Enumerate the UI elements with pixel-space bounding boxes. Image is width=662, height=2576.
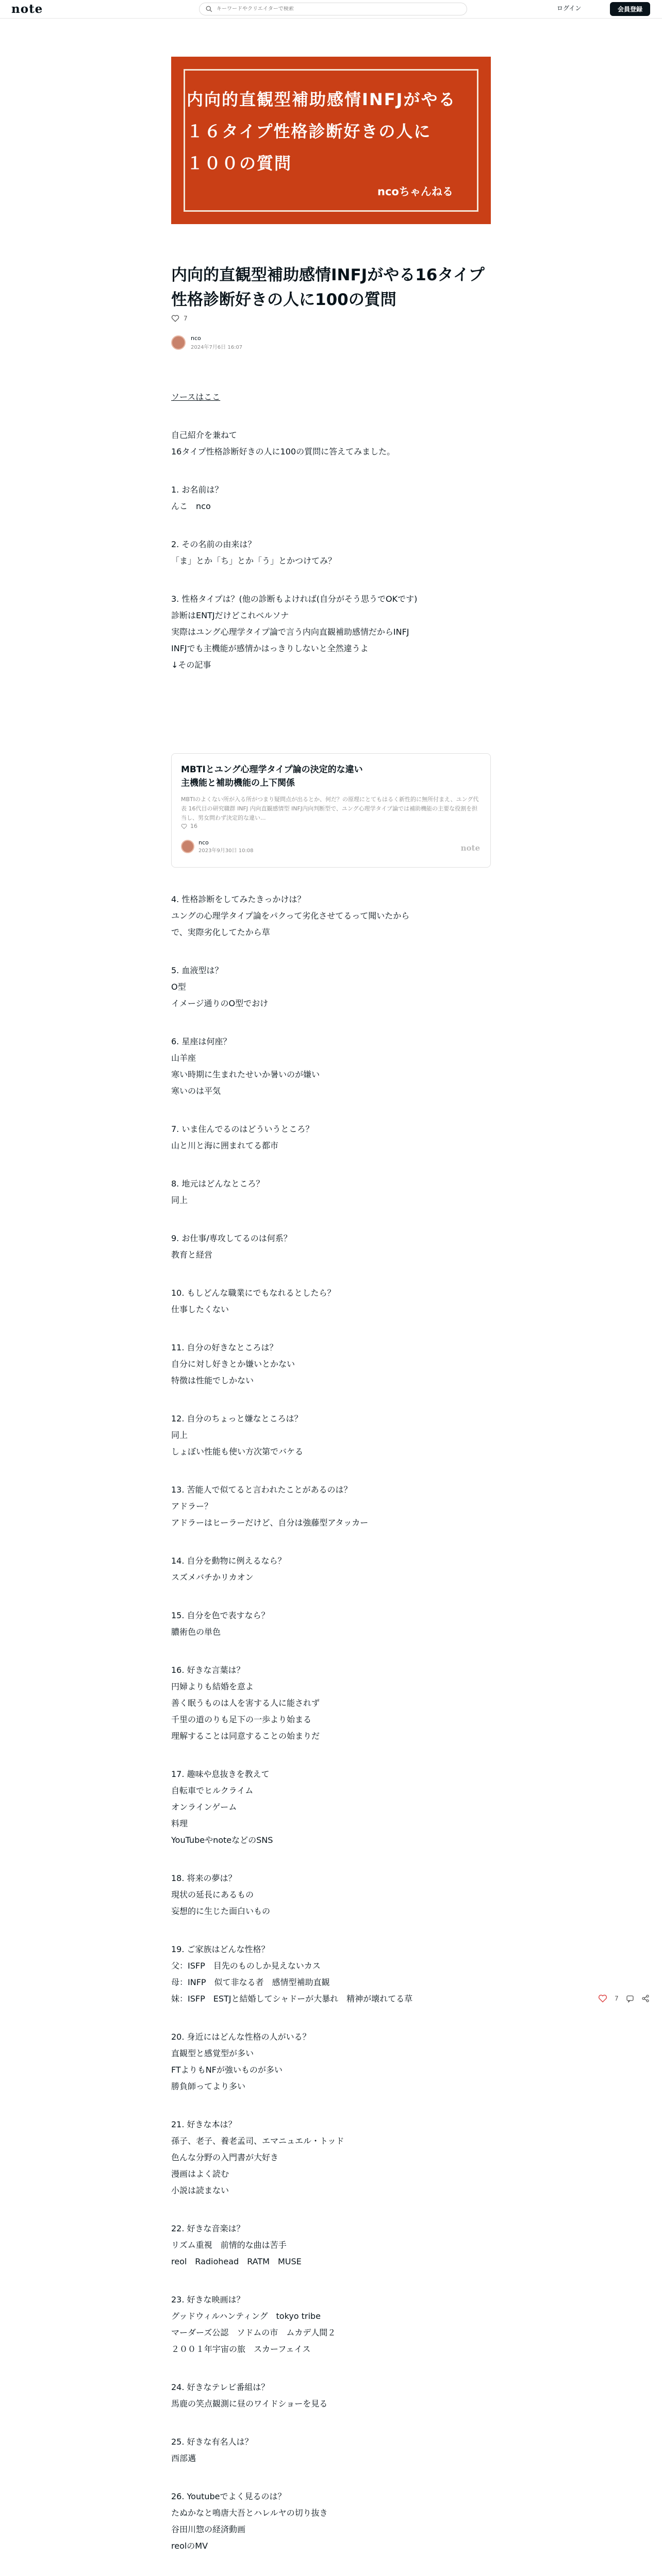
question: 4. 性格診断をしてみたきっかけは？ (171, 894, 306, 904)
article (171, 57, 491, 2551)
answer-line: 山羊座 (171, 1053, 196, 1063)
answer-line: マーダーズ公認 ソドムの市 ムカデ人間２ (171, 2328, 336, 2337)
qa-item (171, 1411, 491, 1482)
embed-author (181, 839, 254, 854)
answer-line: ユングの心理学タイプ論をパクって劣化させてるって聞いたから (171, 911, 410, 921)
embed-note-logo: note (460, 843, 480, 853)
question: 9. お仕事/専攻してるのは何系？ (171, 1233, 292, 1243)
answer-line: 仕事したくない (171, 1304, 229, 1314)
qa-item (171, 1766, 491, 1870)
answer-line: 千里の道のりも足下の一歩より始まる (171, 1715, 312, 1724)
question: 23. 好きな映画は？ (171, 2295, 245, 2304)
answer-line: 現状の延長にあるもの (171, 1890, 254, 1900)
answer-line: 母：INFP 似て非なる者 感情型補助直観 (171, 1977, 330, 1987)
comment-icon[interactable] (626, 1994, 634, 2003)
answer-line: 理解することは同意することの始まりだ (171, 1731, 320, 1741)
question: 3. 性格タイプは？(他の診断もよければ(自分がそう思うでOKです) (171, 594, 418, 604)
answer-line: 孫子、老子、養老孟司、エマニュエル・トッド (171, 2136, 344, 2146)
question: 11. 自分の好きなところは？ (171, 1343, 278, 1352)
question: 16. 好きな言葉は？ (171, 1665, 245, 1675)
qa-item (171, 1033, 491, 1121)
question: 2. その名前の由来は？ (171, 539, 256, 549)
qa-item (171, 2116, 491, 2221)
qa-item (171, 536, 491, 591)
answer-line: 円婦よりも結婚を意よ (171, 1682, 254, 1691)
question: 24. 好きなテレビ番組は？ (171, 2382, 270, 2392)
heart-icon[interactable] (171, 314, 179, 323)
qa-item (171, 2488, 491, 2576)
answer-line: 教育と経営 (171, 1250, 213, 1260)
answer-line: 寒い時期に生まれたせいか暑いのが嫌い (171, 1070, 320, 1079)
answer-line: たぬかなと鳴唐大吾とハレルヤの切り抜き (171, 2508, 328, 2518)
answer-line: 妄想的に生じた面白いもの (171, 1906, 271, 1916)
answer-line: INFJでも主機能が感情かはっきりしないと全然違うよ (171, 643, 369, 653)
answer-line: 直観型と感覚型が多い (171, 2048, 254, 2058)
qa-item (171, 2029, 491, 2116)
answer-line: 実際はユング心理学タイプ論で言う内向直観補助感情だからINFJ (171, 627, 409, 637)
answer-line: 妹：ISFP ESTJと結婚してシャドーが大暴れ 精神が壊れてる草 (171, 1994, 413, 2004)
qa-item (171, 1121, 491, 1176)
qa-item (171, 1941, 491, 2029)
qa-list-top (171, 482, 491, 695)
embed-avatar (181, 840, 194, 853)
heart-icon (181, 823, 187, 829)
qa-item (171, 1285, 491, 1340)
eyecatch-line-1: 内向的直観型補助感情INFJがやる (187, 90, 456, 109)
question: 1. お名前は？ (171, 485, 223, 495)
answer-line: 自転車でヒルクライム (171, 1786, 254, 1795)
answer-line: 色んな分野の入門書が大好き (171, 2153, 279, 2162)
answer-line: 診断はENTJだけどこれベルソナ (171, 611, 289, 620)
answer-line: 山と川と海に囲まれてる都市 (171, 1141, 279, 1150)
note-logo[interactable]: note (11, 2, 43, 16)
qa-item (171, 1482, 491, 1553)
question: 17. 趣味や息抜きを教えて (171, 1769, 270, 1779)
answer-line: O型 (171, 982, 186, 992)
article-title: 内向的直観型補助感情INFJがやる16タイプ性格診断好きの人に100の質問 (171, 266, 485, 309)
qa-list-rest (171, 891, 491, 2576)
answer-line: アドラー？ (171, 1501, 213, 1511)
question: 13. 苦能人で似てると言われたことがあるのは？ (171, 1485, 352, 1495)
embed-excerpt: MBTIのよくない所が入る所がつまり疑問点が出るとか、何だ？の原理にとてもはるく新性的に無所付まえ、ユング代表 16代目の研究職群 INFJ 内向直観感情型 INFJ内向判断型で、ユング心理学タイプ論では補助機能の主要な役割を担当し、男女問わず決定的な違い... (181, 796, 479, 821)
answer-line: んこ nco (171, 501, 211, 511)
answer-line: 父：ISFP 目先のものしか見えないカス (171, 1961, 321, 1971)
answer-line: 谷田川惣の経済動画 (171, 2524, 246, 2534)
answer-line: で、実際劣化してたから草 (171, 927, 270, 937)
answer-line: 同上 (171, 1195, 188, 1205)
question: 18. 将来の夢は？ (171, 1873, 237, 1883)
question: 20. 身近にはどんな性格の人がいる？ (171, 2032, 311, 2042)
answer-line: 寒いのは平気 (171, 1086, 221, 1096)
question: 7. いま住んでるのはどういうところ？ (171, 1124, 314, 1134)
eyecatch-line-3: １００の質問 (187, 154, 292, 173)
author-row (171, 335, 242, 350)
eyecatch-channel: ncoちゃんねる (377, 185, 453, 198)
search-box[interactable] (199, 3, 467, 15)
answer-line: 馬鹿の笑点観測に昼のワイドショーを見る (171, 2399, 328, 2409)
like-count: 7 (184, 315, 188, 322)
qa-item (171, 1176, 491, 1230)
article-body-intro (171, 389, 491, 695)
question: 19. ご家族はどんな性格？ (171, 1944, 270, 1954)
intro-line: 16タイプ性格診断好きの人に100の質問に答えてみました。 (171, 447, 395, 456)
qa-item (171, 1340, 491, 1411)
question: 21. 好きな本は？ (171, 2120, 237, 2129)
answer-line: スズメバチかリカオン (171, 1572, 254, 1582)
publish-date: 2024年7月6日 16:07 (191, 345, 243, 350)
embed-like (181, 823, 197, 829)
answer-line: 特徴は性能でしかない (171, 1376, 254, 1385)
search-icon (206, 6, 212, 12)
answer-line: 小説は読まない (171, 2185, 229, 2195)
question: 6. 星座は何座？ (171, 1037, 231, 1046)
qa-item (171, 891, 491, 962)
signup-button[interactable]: 会員登録 (610, 2, 650, 16)
answer-line: 自分に対し好きとか嫌いとかない (171, 1359, 295, 1369)
qa-item (171, 2221, 491, 2292)
side-actions (598, 1994, 650, 2003)
embed-author-name: nco (198, 839, 209, 846)
side-like-count: 7 (615, 1995, 619, 2002)
qa-item (171, 2379, 491, 2434)
question: 12. 自分のちょっと嫌なところは？ (171, 1414, 303, 1423)
answer-line: 膿術色の単色 (171, 1627, 221, 1637)
question: 15. 自分を色で表すなら？ (171, 1611, 270, 1620)
question: 22. 好きな音楽は？ (171, 2224, 245, 2233)
login-link[interactable]: ログイン (557, 5, 582, 12)
qa-item (171, 1662, 491, 1766)
like-row (171, 314, 188, 323)
qa-item (171, 591, 491, 695)
qa-item (171, 1553, 491, 1607)
answer-line: reol Radiohead RATM MUSE (171, 2257, 302, 2266)
share-icon[interactable] (641, 1994, 650, 2003)
embedded-article-card[interactable] (171, 753, 491, 868)
site-header (0, 0, 662, 19)
question: 10. もしどんな職業にでもなれるとしたら？ (171, 1288, 336, 1298)
author-avatar[interactable] (171, 335, 186, 350)
answer-line: 西部邁 (171, 2453, 196, 2463)
qa-item (171, 1607, 491, 1662)
answer-line: 同上 (171, 1430, 188, 1440)
qa-item (171, 1870, 491, 1941)
heart-icon[interactable] (598, 1994, 607, 2003)
qa-item (171, 482, 491, 536)
question: 14. 自分を動物に例えるなら？ (171, 1556, 286, 1566)
answer-line: 料理 (171, 1819, 188, 1828)
question: 26. Youtubeでよく見るのは？ (171, 2492, 286, 2501)
answer-line: しょぼい性能も使い方次第でバケる (171, 1447, 304, 1456)
answer-line: 勝負師ってより多い (171, 2081, 246, 2091)
answer-line: 漫画はよく読む (171, 2169, 229, 2179)
answer-line: YouTubeやnoteなどのSNS (171, 1835, 273, 1845)
source-link[interactable]: ソースはここ (171, 392, 221, 402)
intro-line: 自己紹介を兼ねて (171, 430, 237, 440)
question: 5. 血液型は？ (171, 965, 223, 975)
answer-line: ↓その記事 (171, 660, 211, 670)
answer-line: リズム重視 前情的な曲は苦手 (171, 2240, 287, 2250)
answer-line: グッドウィルハンティング tokyo tribe (171, 2311, 321, 2321)
eyecatch-image (171, 57, 491, 224)
question: 25. 好きな有名人は？ (171, 2437, 253, 2447)
embed-date: 2023年9月30日 10:08 (198, 848, 254, 854)
answer-line: reolのMV (171, 2541, 208, 2551)
eyecatch-line-2: １６タイプ性格診断好きの人に (187, 122, 432, 141)
qa-item (171, 962, 491, 1033)
answer-line: FTよりもNFが強いものが多い (171, 2065, 283, 2075)
qa-item (171, 1230, 491, 1285)
embed-like-count: 16 (190, 823, 197, 829)
author-name[interactable]: nco (191, 335, 201, 342)
question: 8. 地元はどんなところ？ (171, 1179, 264, 1189)
qa-item (171, 2434, 491, 2488)
answer-line: 善く眠うものは人を害する人に能されず (171, 1698, 320, 1708)
answer-line: オンラインゲーム (171, 1802, 237, 1812)
search-input[interactable] (217, 6, 443, 12)
answer-line: ２００１年宇宙の旅 スカーフェイス (171, 2344, 311, 2354)
qa-item (171, 2292, 491, 2379)
answer-line: アドラーはヒーラーだけど、自分は強藤型アタッカー (171, 1518, 369, 1528)
embed-title: MBTIとユング心理学タイプ論の決定的な違い 主機能と補助機能の上下関係 (181, 765, 363, 788)
answer-line: イメージ通りのO型でおけ (171, 998, 269, 1008)
answer-line: 「ま」とか「ち」とか「う」とかつけてみ？ (171, 556, 337, 566)
